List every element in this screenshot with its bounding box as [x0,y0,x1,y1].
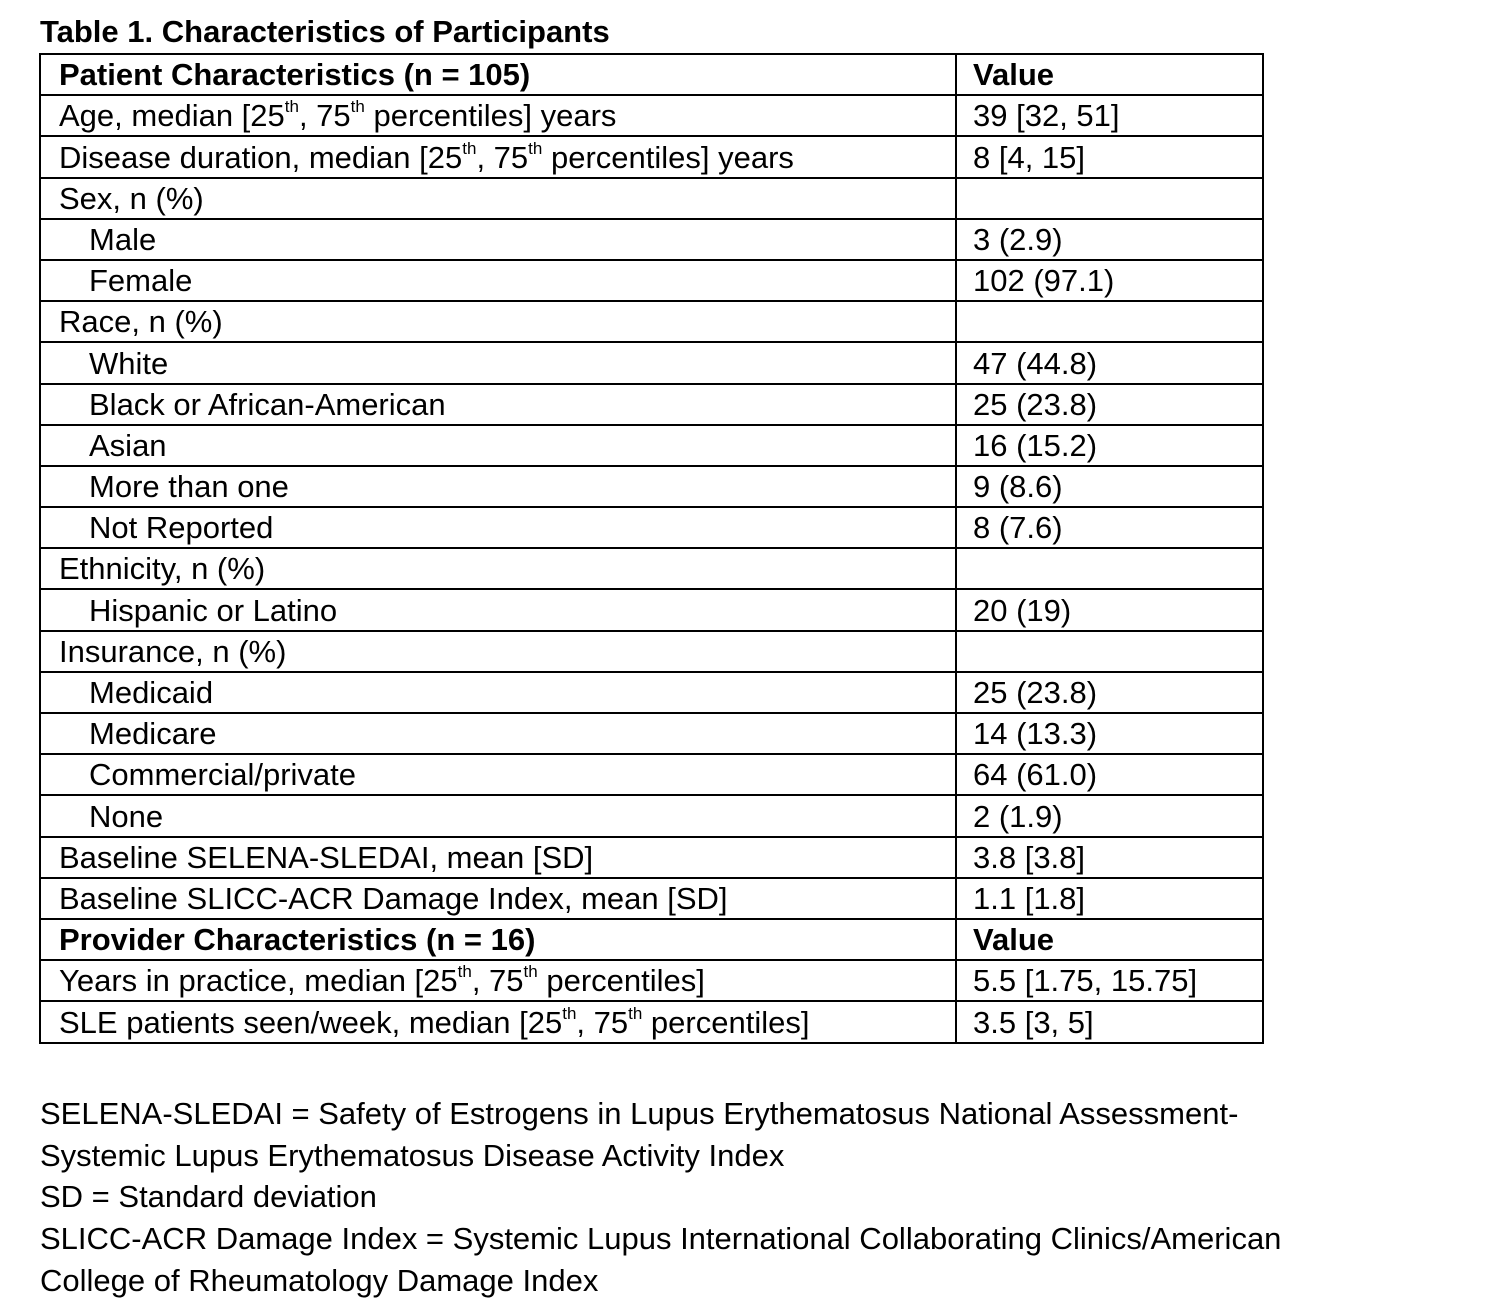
label-text: Baseline SELENA-SLEDAI, mean [SD] [59,839,594,875]
characteristic-cell [40,178,956,219]
label-text: Insurance, n (%) [59,633,287,669]
label-text: Baseline SLICC-ACR Damage Index, mean [SD] [59,880,728,916]
table-row [40,136,1263,177]
characteristic-cell [40,1001,956,1042]
value-cell: 2 (1.9) [956,795,1263,836]
table-row [40,466,1263,507]
label-text: None [89,798,164,834]
table-row [40,260,1263,301]
label-text: Ethnicity, n (%) [59,551,266,587]
label-text: Male [89,221,157,257]
table-row [40,878,1263,919]
characteristic-cell [40,878,956,919]
characteristic-cell [40,919,956,960]
table-row [40,301,1263,342]
label-text: , 75 [471,963,524,999]
footnote-line: SD = Standard deviation [40,1179,377,1215]
characteristic-cell [40,219,956,260]
table-row [40,672,1263,713]
table-row [40,178,1263,219]
characteristic-cell [40,54,956,95]
value-cell: 47 (44.8) [956,342,1263,383]
characteristic-cell [40,713,956,754]
label-text: SLE patients seen/week, median [25 [59,1004,563,1040]
characteristic-cell [40,342,956,383]
table-row [40,837,1263,878]
value-cell: Value [956,54,1263,95]
footnote-line: SLICC-ACR Damage Index = Systemic Lupus International Collaborating Clinics/American [40,1221,1282,1257]
footnote-line: SELENA-SLEDAI = Safety of Estrogens in Lupus Erythematosus National Assessment- [40,1096,1239,1131]
label-text: , 75 [576,1004,629,1040]
superscript: th [462,138,477,158]
characteristic-cell [40,754,956,795]
label-text: , 75 [298,98,351,134]
superscript: th [628,1003,643,1023]
table-row [40,342,1263,383]
characteristic-cell [40,837,956,878]
table-row [40,425,1263,466]
characteristic-cell [40,260,956,301]
superscript: th [562,1003,577,1023]
table-row [40,384,1263,425]
characteristic-cell [40,795,956,836]
label-text: Commercial/private [89,757,357,793]
table-row [40,548,1263,589]
value-cell: 25 (23.8) [956,672,1263,713]
label-text: Hispanic or Latino [89,592,338,628]
characteristic-cell [40,548,956,589]
characteristic-cell [40,384,956,425]
value-cell: 5.5 [1.75, 15.75] [956,960,1263,1001]
label-text: Race, n (%) [59,304,223,340]
characteristic-cell [40,507,956,548]
label-text: Asian [89,427,167,463]
characteristic-cell [40,466,956,507]
value-cell: Value [956,919,1263,960]
characteristic-cell [40,136,956,177]
table-section-header [40,54,1263,95]
superscript: th [457,962,472,982]
value-cell: 102 (97.1) [956,260,1263,301]
characteristic-cell [40,631,956,672]
value-cell: 25 (23.8) [956,384,1263,425]
label-text: percentiles] years [364,98,617,134]
value-cell: 3 (2.9) [956,219,1263,260]
value-cell: 8 [4, 15] [956,136,1263,177]
value-cell: 9 (8.6) [956,466,1263,507]
value-cell [956,301,1263,342]
label-text: percentiles] years [542,139,794,175]
characteristic-cell [40,425,956,466]
table-footnotes [40,1093,1281,1302]
characteristic-cell [40,301,956,342]
label-text: Medicare [89,716,217,752]
superscript: th [284,97,299,117]
label-text: percentiles] [642,1004,810,1040]
label-text: percentiles] [537,963,705,999]
participants-table [39,53,1264,1044]
characteristic-cell [40,589,956,630]
label-text: Female [89,263,193,299]
value-cell: 3.5 [3, 5] [956,1001,1263,1042]
label-text: Sex, n (%) [59,180,204,216]
value-cell: 16 (15.2) [956,425,1263,466]
table-title: Table 1. Characteristics of Participants [40,14,610,49]
table-row [40,95,1263,136]
value-cell: 8 (7.6) [956,507,1263,548]
table-row [40,713,1263,754]
label-text: More than one [89,469,289,505]
characteristic-cell [40,95,956,136]
characteristic-cell [40,960,956,1001]
footnote-line: College of Rheumatology Damage Index [40,1262,599,1298]
label-text: Patient Characteristics (n = 105) [59,57,531,93]
value-cell: 64 (61.0) [956,754,1263,795]
value-cell: 20 (19) [956,589,1263,630]
characteristic-cell [40,672,956,713]
value-cell: 39 [32, 51] [956,95,1263,136]
table-section-header [40,919,1263,960]
label-text: Black or African-American [89,386,446,422]
table-row [40,219,1263,260]
table-row [40,1001,1263,1042]
label-text: Provider Characteristics (n = 16) [59,922,536,958]
label-text: Years in practice, median [25 [59,963,458,999]
value-cell: 3.8 [3.8] [956,837,1263,878]
value-cell [956,631,1263,672]
value-cell: 14 (13.3) [956,713,1263,754]
value-cell: 1.1 [1.8] [956,878,1263,919]
label-text: , 75 [476,139,529,175]
label-text: Medicaid [89,675,214,710]
label-text: White [89,345,169,381]
label-text: Not Reported [89,510,274,546]
table-row [40,631,1263,672]
table-row [40,589,1263,630]
superscript: th [523,962,538,982]
superscript: th [350,97,365,117]
table-row [40,754,1263,795]
table-row [40,795,1263,836]
label-text: Age, median [25 [59,98,285,134]
superscript: th [528,138,543,158]
footnote-line: Systemic Lupus Erythematosus Disease Activity Index [40,1137,785,1173]
table-row [40,507,1263,548]
label-text: Disease duration, median [25 [59,139,463,175]
table-row [40,960,1263,1001]
value-cell [956,178,1263,219]
value-cell [956,548,1263,589]
